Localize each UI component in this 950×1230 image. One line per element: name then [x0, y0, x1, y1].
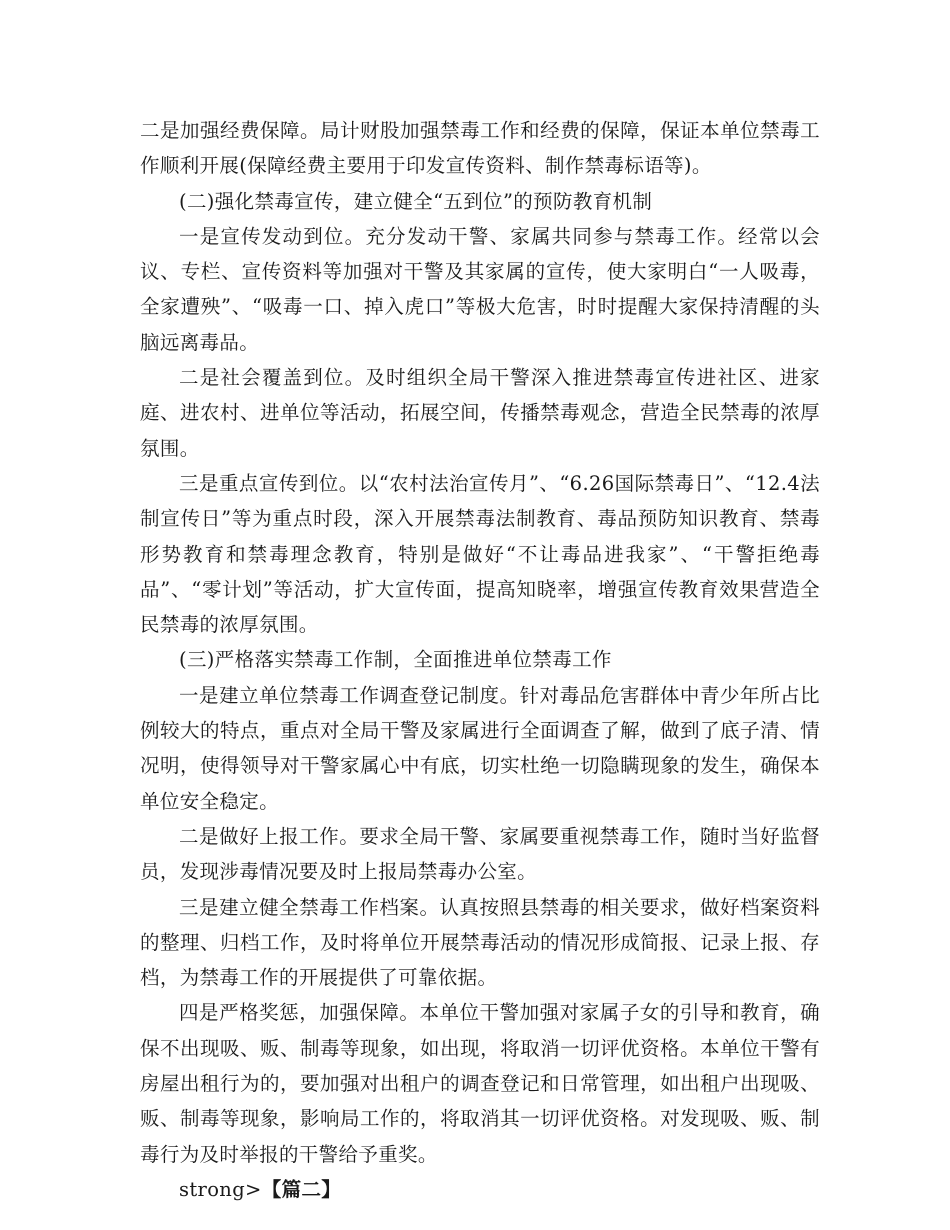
- section-marker-title: 【篇二】: [261, 1177, 342, 1201]
- paragraph-reporting: 二是做好上报工作。要求全局干警、家属要重视禁毒工作，随时当好监督员，发现涉毒情况要及时上报局禁毒办公室。: [140, 824, 820, 884]
- paragraph-rewards-penalties: 四是严格奖惩，加强保障。本单位干警加强对家属子女的引导和教育，确保不出现吸、贩、制毒等现象，如出现，将取消一切评优资格。本单位干警有房屋出租行为的，要加强对出租户的调查登记和日常管理，如出租户出现吸、贩、制毒等现象，影响局工作的，将取消其一切评优资格。对发现吸、贩、制毒行为及时举报的干警给予重奖。: [140, 1001, 820, 1166]
- document-body: [140, 113, 820, 1207]
- section-heading-2: (二)强化禁毒宣传，建立健全“五到位”的预防教育机制: [179, 189, 653, 213]
- section-marker: [140, 1172, 820, 1207]
- paragraph-key-publicity: 三是重点宣传到位。以“农村法治宣传月”、“6.26国际禁毒日”、“12.4法制宣传日”等为重点时段，深入开展禁毒法制教育、毒品预防知识教育、禁毒形势教育和禁毒理念教育，特别是做好“不让毒品进我家”、“干警拒绝毒品”、“零计划”等活动，扩大宣传面，提高知晓率，增强宣传教育效果营造全民禁毒的浓厚氛围。: [140, 471, 820, 637]
- paragraph-investigation-registration: 一是建立单位禁毒工作调查登记制度。针对毒品危害群体中青少年所占比例较大的特点，重点对全局干警及家属进行全面调查了解，做到了底子清、情况明，使得领导对干警家属心中有底，切实杜绝一切隐瞒现象的发生，确保本单位安全稳定。: [140, 683, 820, 813]
- paragraph-archives: 三是建立健全禁毒工作档案。认真按照县禁毒的相关要求，做好档案资料的整理、归档工作，及时将单位开展禁毒活动的情况形成简报、记录上报、存档，为禁毒工作的开展提供了可靠依据。: [140, 895, 820, 990]
- paragraph-funding-guarantee: 二是加强经费保障。局计财股加强禁毒工作和经费的保障，保证本单位禁毒工作顺利开展(保障经费主要用于印发宣传资料、制作禁毒标语等)。: [140, 119, 820, 178]
- paragraph-publicity-mobilization: 一是宣传发动到位。充分发动干警、家属共同参与禁毒工作。经常以会议、专栏、宣传资料等加强对干警及其家属的宣传，使大家明白“一人吸毒，全家遭殃”、“吸毒一口、掉入虎口”等极大危害，时时提醒大家保持清醒的头脑远离毒品。: [140, 224, 820, 354]
- paragraph-social-coverage: 二是社会覆盖到位。及时组织全局干警深入推进禁毒宣传进社区、进家庭、进农村、进单位等活动，拓展空间，传播禁毒观念，营造全民禁毒的浓厚氛围。: [140, 366, 820, 460]
- section-marker-prefix: strong>: [179, 1177, 262, 1201]
- section-heading-3: (三)严格落实禁毒工作制，全面推进单位禁毒工作: [179, 648, 612, 672]
